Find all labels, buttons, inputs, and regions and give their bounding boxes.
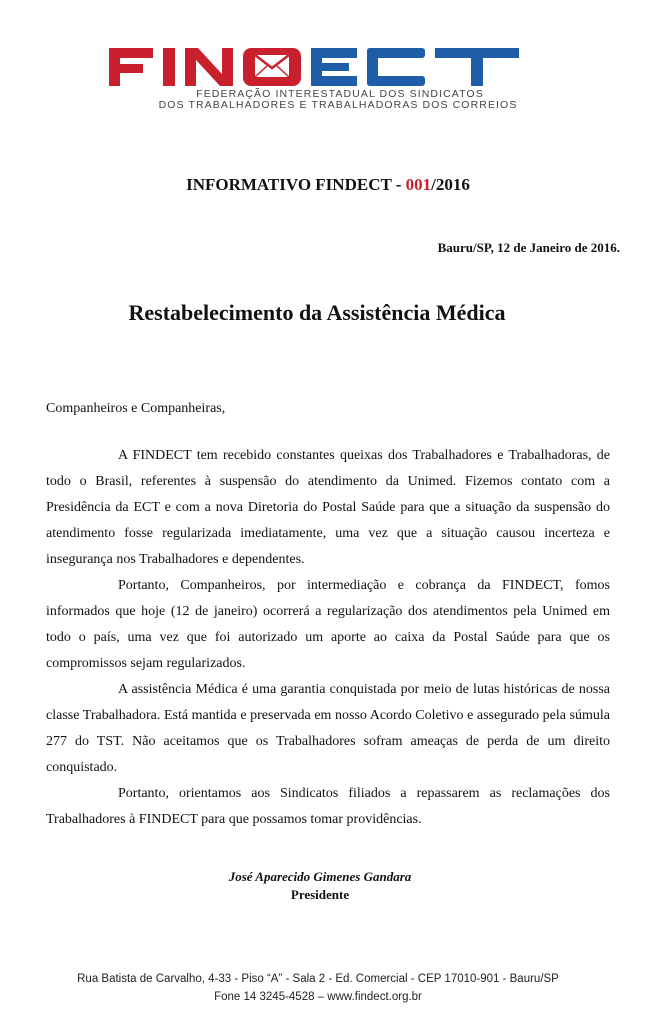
signature-role: Presidente [290,887,350,902]
paragraph: Portanto, Companheiros, por intermediação e cobrança da FINDECT, fomos informados que hoje (12 de janeiro) ocorrerá a regularização dos atendimentos pela Unimed em todo o país, uma vez que foi autorizado um aporte ao caixa da Postal Saúde para que os compromissos sejam regularizados. [46,578,610,671]
federation-subtitle-line1: FEDERAÇÃO INTERESTADUAL DOS SINDICATOS [196,88,484,100]
page-title: Restabelecimento da Assistência Médica [128,300,506,325]
footer [0,970,636,1006]
informativo-title [0,175,656,195]
title-prefix: INFORMATIVO FINDECT - [186,175,406,194]
title-suffix: /2016 [431,175,470,194]
footer-address: Rua Batista de Carvalho, 4-33 - Piso “A” - Sala 2 - Ed. Comercial - CEP 17010-901 - Bauru/SP [77,973,559,985]
greeting: Companheiros e Companheiras, [46,401,226,416]
federation-subtitle-line2: DOS TRABALHADORES E TRABALHADORAS DOS CORREIOS [158,99,518,111]
footer-contact: Fone 14 3245-4528 – www.findect.org.br [214,991,422,1003]
paragraph: A FINDECT tem recebido constantes queixas dos Trabalhadores e Trabalhadoras, de todo o Brasil, referentes à suspensão do atendimento da Unimed. Fizemos contato com a Presidência da ECT e com a nova Diretoria do Postal Saúde para que a situação da suspensão do atendimento fosse regularizada imediatamente, uma vez que a situação causou incerteza e insegurança nos Trabalhadores e dependentes. [46,448,610,567]
letterhead [0,0,656,115]
paragraph: Portanto, orientamos aos Sindicatos filiados a repassarem as reclamações dos Trabalhadores à FINDECT para que possamos tomar providências. [46,786,610,827]
paragraph: A assistência Médica é uma garantia conquistada por meio de lutas históricas de nossa classe Trabalhadora. Está mantida e preservada em nosso Acordo Coletivo e assegurado pela súmula 277 do TST. Não aceitamos que os Trabalhadores sofram ameaças de perda de um direito conquistado. [46,682,610,775]
signature-block [0,868,640,904]
envelope-icon [255,55,289,77]
body-text [46,443,610,833]
signature-name: José Aparecido Gimenes Gandara [228,869,412,884]
document-date: Bauru/SP, 12 de Janeiro de 2016. [437,240,620,255]
findect-logo [105,45,525,89]
title-number: 001 [405,175,432,194]
